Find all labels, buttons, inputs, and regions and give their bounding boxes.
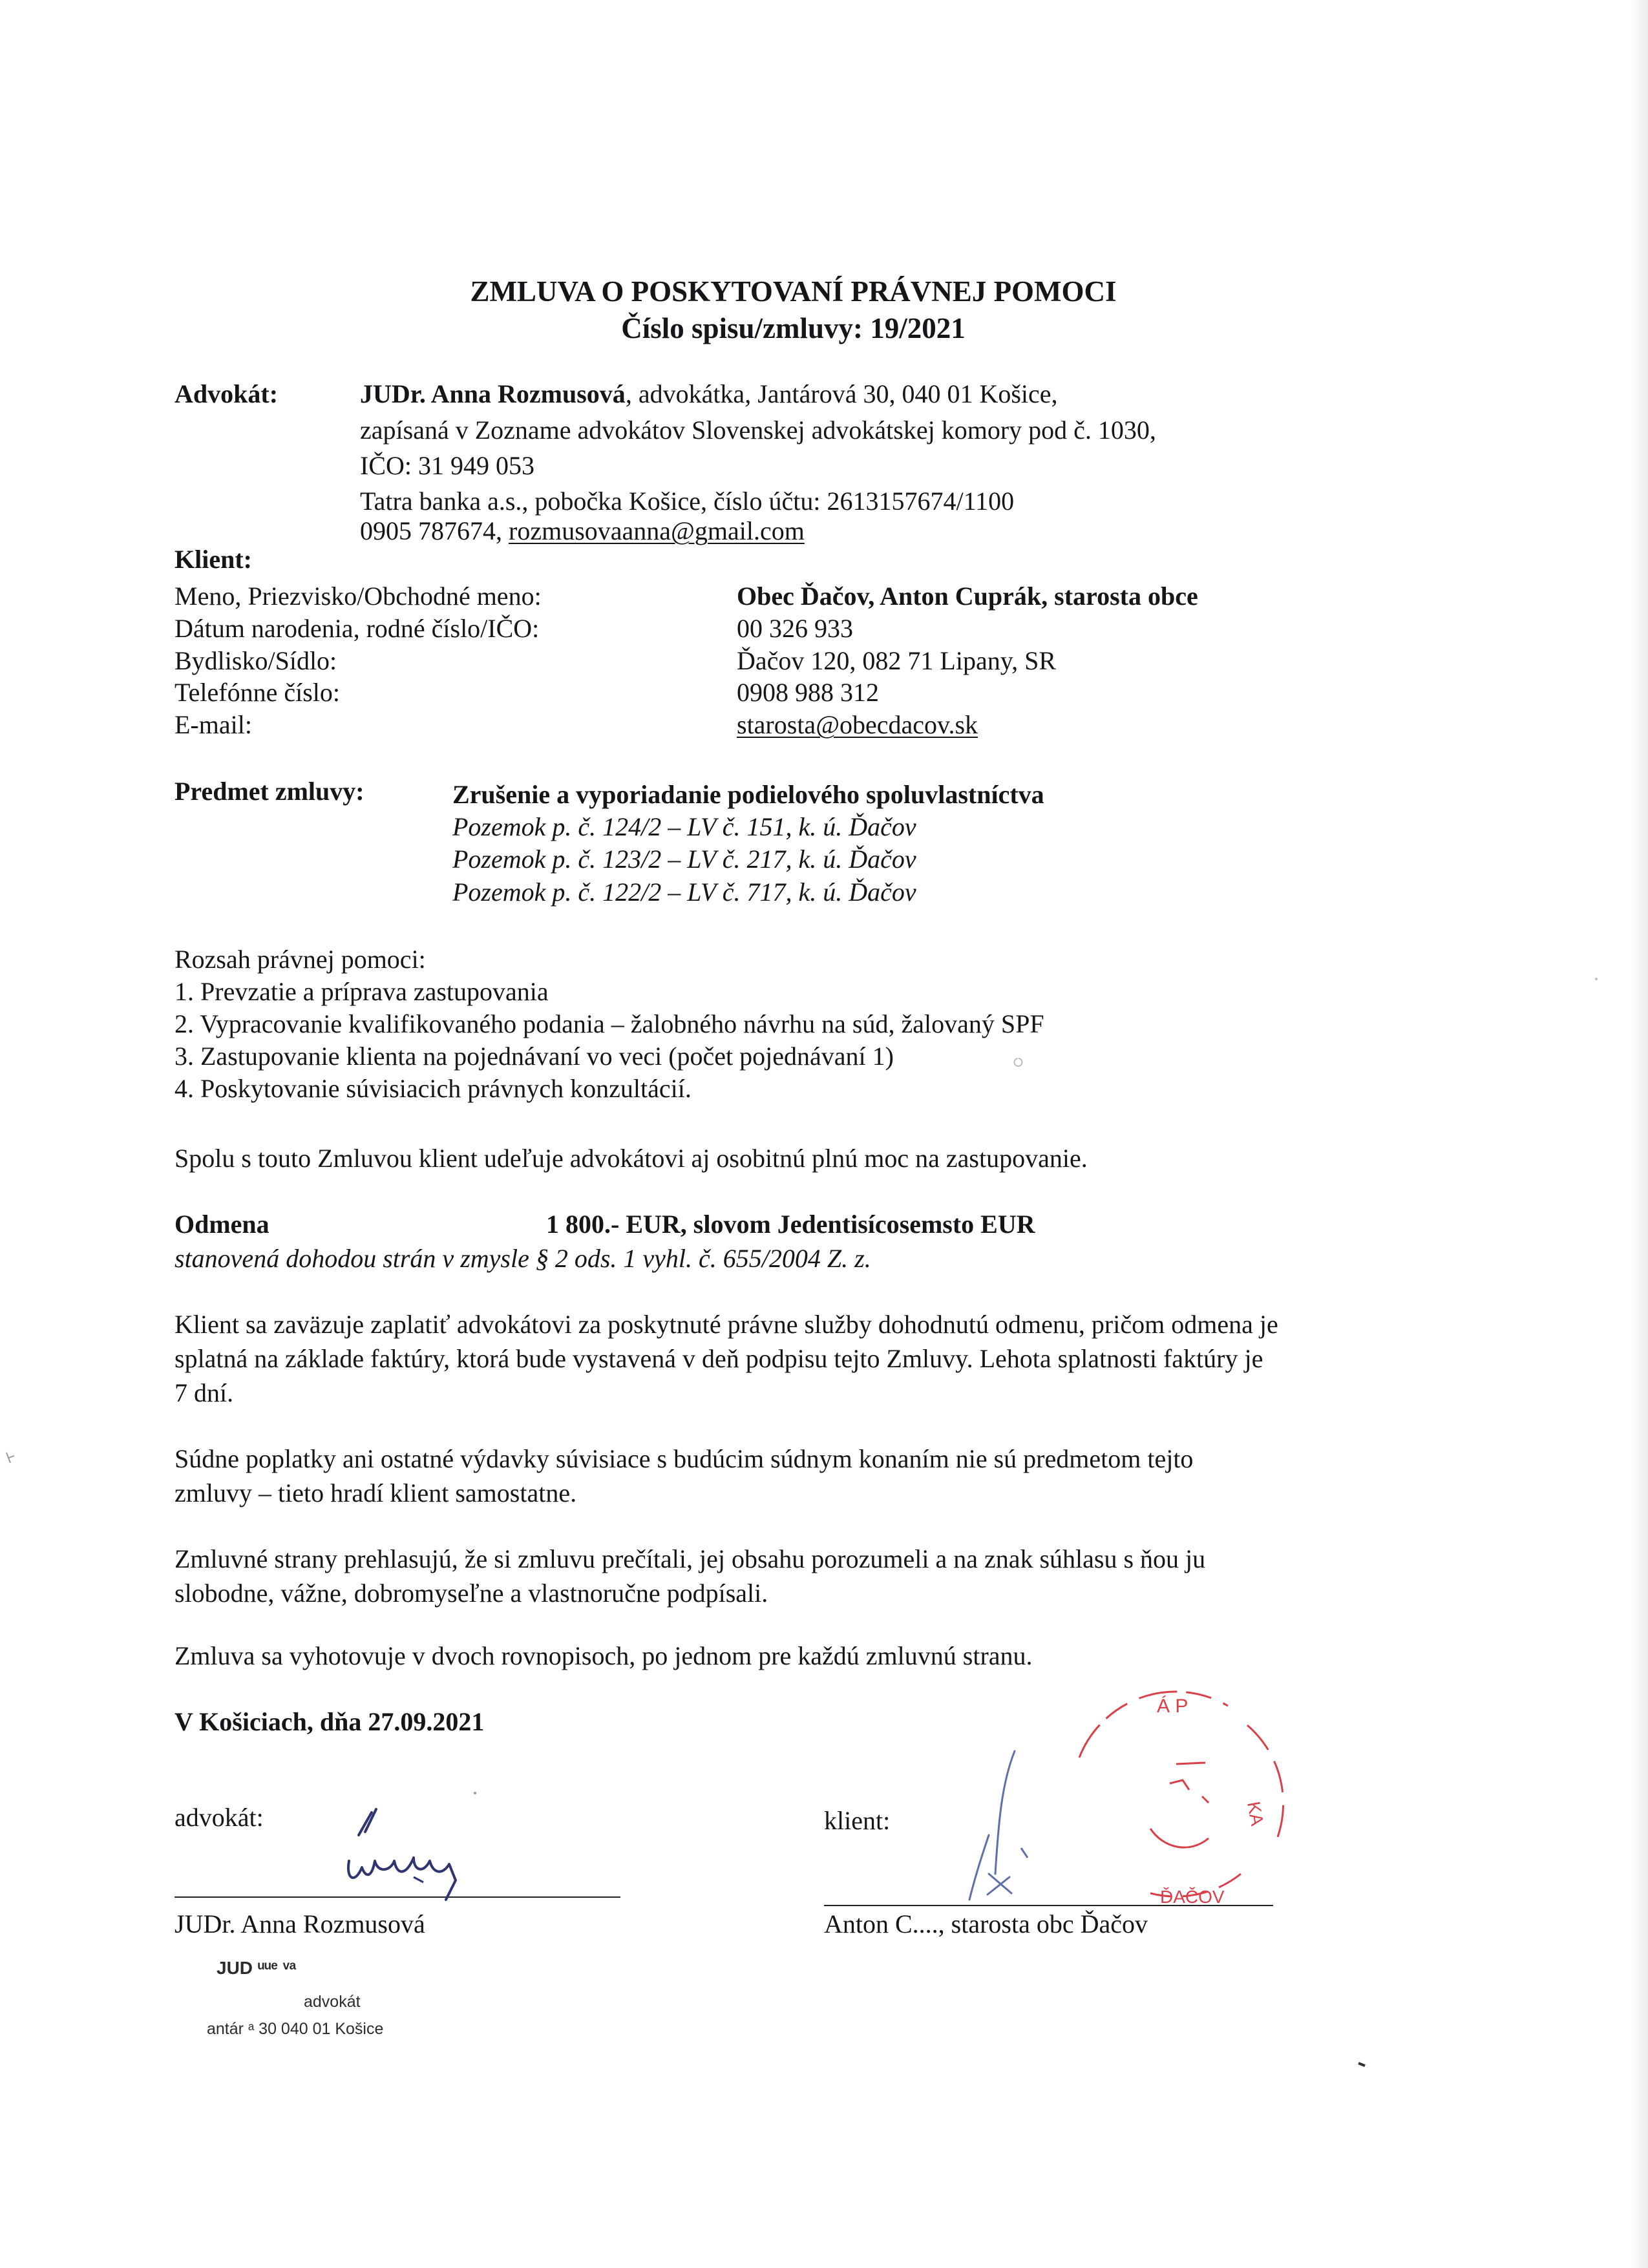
advocate-phone: 0905 787674,	[360, 516, 509, 545]
subject-item: Pozemok p. č. 122/2 – LV č. 717, k. ú. Ďačov	[452, 877, 916, 907]
client-ico-value: 00 326 933	[737, 614, 853, 643]
client-row-label: Telefónne číslo:	[174, 678, 340, 707]
stamp-top-text: Á P	[1157, 1696, 1188, 1717]
fee-label: Odmena	[174, 1210, 269, 1239]
scope-heading: Rozsah právnej pomoci:	[174, 945, 426, 974]
power-of-attorney: Spolu s touto Zmluvou klient udeľuje advokátovi aj osobitnú plnú moc na zastupovanie.	[174, 1144, 1088, 1173]
file-number: Číslo spisu/zmluvy: 19/2021	[621, 312, 966, 344]
advocate-stamp-line: JUD ᵘᵘᵉ ᵛᵃ	[217, 1958, 297, 1978]
payment-line: splatná na základe faktúry, ktorá bude vystavená v deň podpisu tejto Zmluvy. Lehota splatnosti faktúry je	[174, 1344, 1263, 1373]
stamp-right-text: KA	[1243, 1800, 1268, 1827]
subject-item: Pozemok p. č. 124/2 – LV č. 151, k. ú. Ďačov	[452, 812, 916, 841]
advocate-name: JUDr. Anna Rozmusová	[360, 379, 626, 408]
advocate-ico: IČO: 31 949 053	[360, 451, 534, 480]
scope-item: 4. Poskytovanie súvisiacich právnych konzultácií.	[174, 1074, 692, 1103]
client-name-value: Obec Ďačov, Anton Cuprák, starosta obce	[737, 582, 1198, 611]
advocate-email-link[interactable]: rozmusovaanna@gmail.com	[509, 516, 805, 545]
declaration-line: slobodne, vážne, dobromyseľne a vlastnoručne podpísali.	[174, 1579, 768, 1608]
advocate-signatory-name: JUDr. Anna Rozmusová	[174, 1909, 425, 1938]
client-row-label: Meno, Priezvisko/Obchodné meno:	[174, 582, 542, 611]
client-row-label: Bydlisko/Sídlo:	[174, 646, 337, 675]
advocate-label: Advokát:	[174, 379, 279, 408]
scope-item: 2. Vypracovanie kvalifikovaného podania – žalobného návrhu na súd, žalovaný SPF	[174, 1009, 1044, 1038]
place-date: V Košiciach, dňa 27.09.2021	[174, 1707, 485, 1736]
declaration-line: Zmluvné strany prehlasujú, že si zmluvu prečítali, jej obsahu porozumeli a na znak súhlasu s ňou ju	[174, 1544, 1206, 1573]
client-phone-value: 0908 988 312	[737, 678, 879, 707]
advocate-address: , advokátka, Jantárová 30, 040 01 Košice,	[625, 379, 1058, 408]
advocate-stamp-line: advokát	[304, 1993, 361, 2011]
client-signature-label: klient:	[824, 1806, 891, 1835]
contract-title: ZMLUVA O POSKYTOVANÍ PRÁVNEJ POMOCI	[470, 275, 1117, 308]
client-row-label: Dátum narodenia, rodné číslo/IČO:	[174, 614, 540, 643]
scope-item: 1. Prevzatie a príprava zastupovania	[174, 977, 549, 1006]
scope-item: 3. Zastupovanie klienta na pojednávaní vo veci (počet pojednávaní 1)	[174, 1042, 894, 1071]
court-fees-line: Súdne poplatky ani ostatné výdavky súvisiace s budúcim súdnym konaním nie sú predmetom tejto	[174, 1444, 1194, 1473]
fee-value: 1 800.- EUR, slovom Jedentisícosemsto EUR	[546, 1210, 1035, 1239]
payment-line: 7 dní.	[174, 1378, 234, 1407]
advocate-registry: zapísaná v Zozname advokátov Slovenskej advokátskej komory pod č. 1030,	[360, 415, 1156, 445]
payment-line: Klient sa zaväzuje zaplatiť advokátovi za poskytnuté právne služby dohodnutú odmenu, pričom odmena je	[174, 1310, 1278, 1339]
court-fees-line: zmluvy – tieto hradí klient samostatne.	[174, 1478, 577, 1507]
client-address-value: Ďačov 120, 082 71 Lipany, SR	[737, 646, 1057, 675]
subject-label: Predmet zmluvy:	[174, 777, 364, 806]
client-signatory-name: Anton C...., starosta obc Ďačov	[824, 1909, 1148, 1938]
subject-heading: Zrušenie a vyporiadanie podielového spoluvlastníctva	[452, 780, 1044, 809]
advocate-signature-label: advokát:	[174, 1803, 264, 1832]
fee-basis: stanovená dohodou strán v zmysle § 2 ods. 1 vyhl. č. 655/2004 Z. z.	[174, 1244, 871, 1273]
advocate-stamp-line: antár ᵃ 30 040 01 Košice	[207, 2020, 384, 2038]
stamp-bottom-text: ĎAČOV	[1160, 1887, 1225, 1907]
advocate-bank: Tatra banka a.s., pobočka Košice, číslo účtu: 2613157674/1100	[360, 487, 1015, 516]
client-row-label: E-mail:	[174, 710, 252, 739]
subject-item: Pozemok p. č. 123/2 – LV č. 217, k. ú. Ďačov	[452, 845, 916, 874]
client-email-link[interactable]: starosta@obecdacov.sk	[737, 710, 978, 739]
copies-clause: Zmluva sa vyhotovuje v dvoch rovnopisoch, po jednom pre každú zmluvnú stranu.	[174, 1641, 1033, 1670]
client-label: Klient:	[174, 545, 252, 574]
